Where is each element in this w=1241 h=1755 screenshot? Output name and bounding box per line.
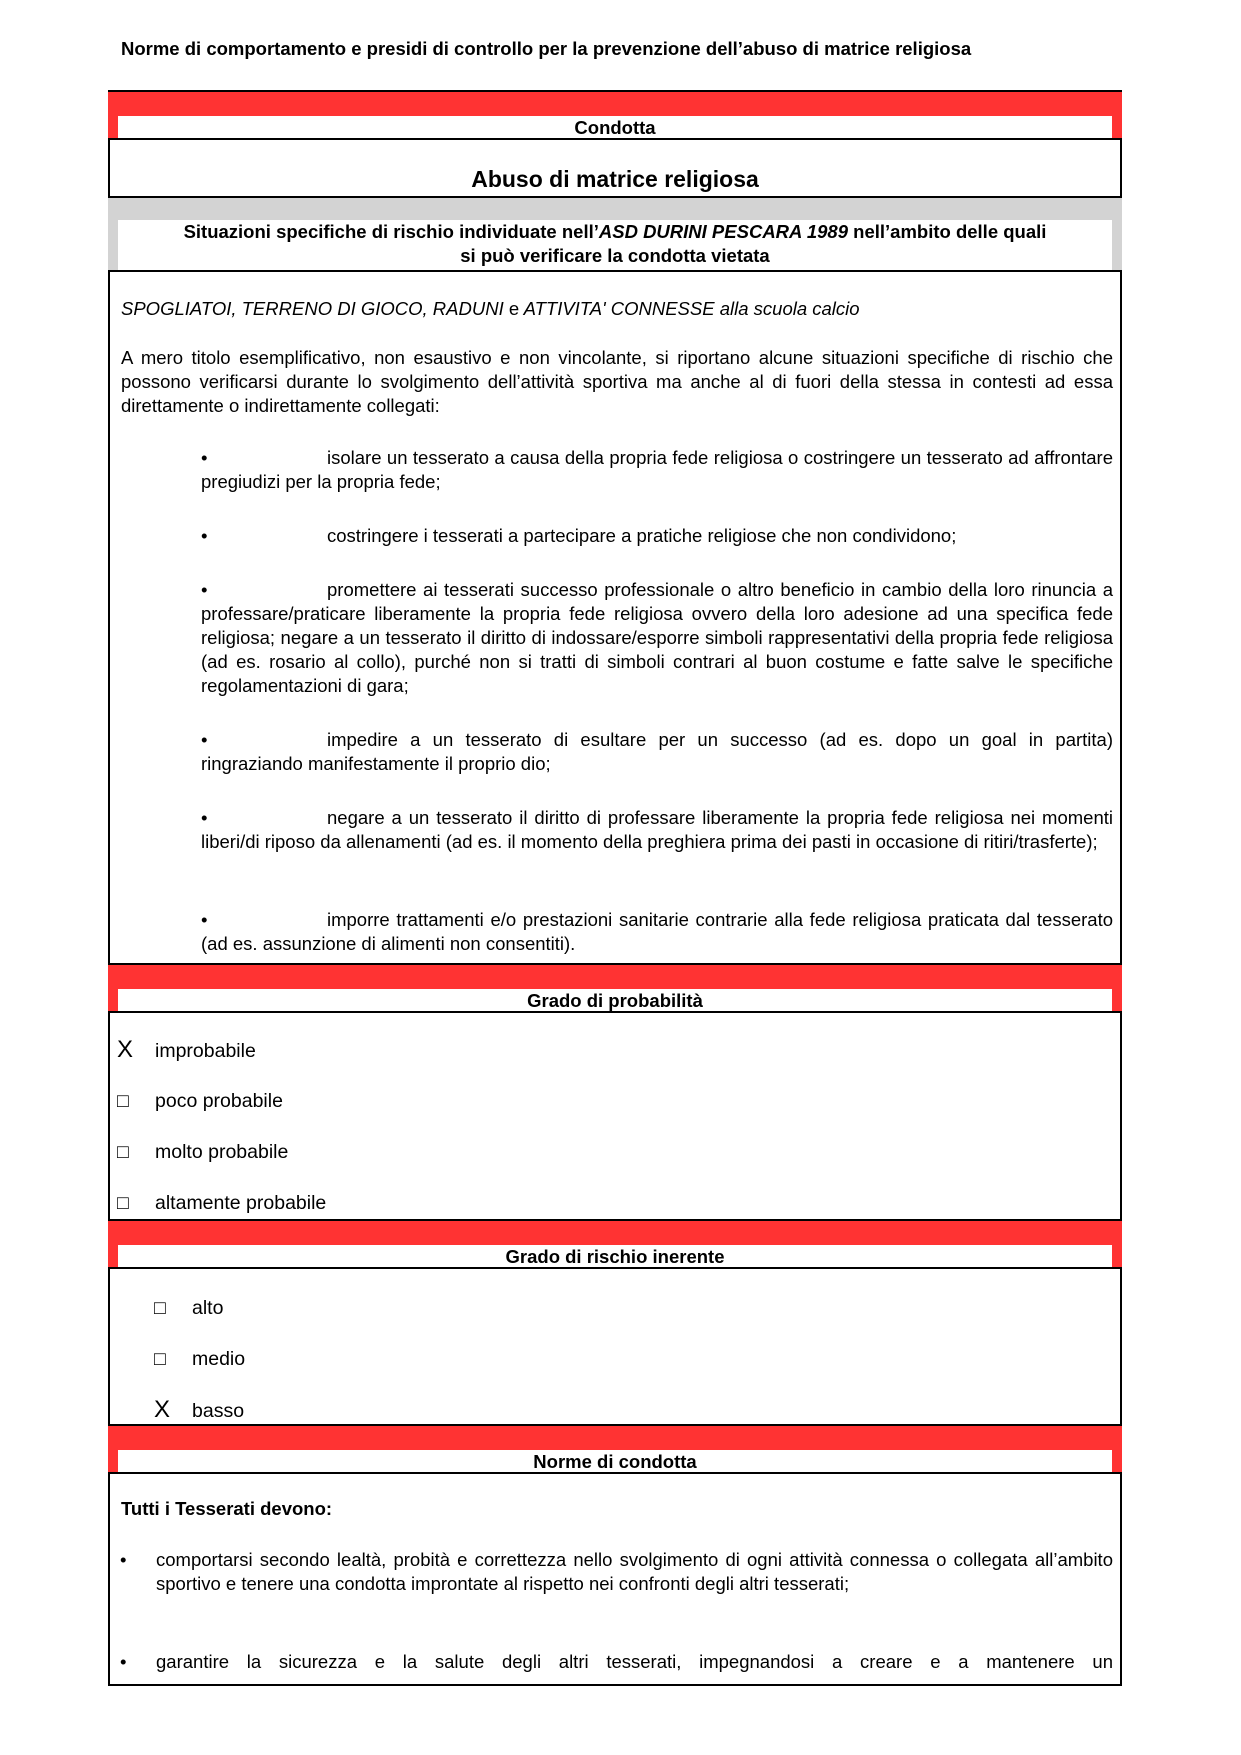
list-item-text: comportarsi secondo lealtà, probità e correttezza nello svolgimento di ogni attività connessa o collegata all’ambito sportivo e tenere una condotta improntate al rispetto nei confronti degli altri tesserati;	[156, 1549, 1113, 1594]
situazioni-text-part2: nell’ambito delle quali	[848, 221, 1047, 242]
list-item-text: costringere i tesserati a partecipare a pratiche religiose che non condividono;	[327, 525, 957, 546]
situazioni-header	[108, 196, 1122, 272]
list-item-text: negare a un tesserato il diritto di professare liberamente la propria fede religiosa nei momenti liberi/di riposo da allenamenti (ad es. il momento della preghiera prima dei pasti in occasione di ritiri/trasferte);	[201, 807, 1113, 852]
option-label: alto	[192, 1297, 224, 1319]
list-item-text: isolare un tesserato a causa della propria fede religiosa o costringere un tesserato ad affrontare pregiudizi per la propria fede;	[201, 447, 1113, 492]
list-item	[201, 806, 1113, 854]
option-label: basso	[192, 1400, 245, 1422]
rischio-header-label: Grado di rischio inerente	[118, 1245, 1112, 1267]
intro-paragraph: A mero titolo esemplificativo, non esaustivo e non vincolante, si riportano alcune situazioni specifiche di rischio che possono verificarsi durante lo svolgimento dell’attività sportiva ma anche al di fuori della stessa in contesti ad essa direttamente o indirettamente collegati:	[121, 347, 1113, 416]
bullet-icon: •	[201, 807, 208, 828]
list-item	[201, 446, 1113, 494]
bullet-icon: •	[201, 579, 208, 600]
checkbox-poco-probabile[interactable]	[117, 1088, 283, 1114]
bullet-icon: •	[201, 447, 208, 468]
checkbox-altamente-probabile[interactable]	[117, 1190, 326, 1216]
rischio-header	[108, 1219, 1122, 1269]
list-item	[201, 728, 1113, 776]
list-item-text: promettere ai tesserati successo professionale o altro beneficio in cambio della loro rinuncia a professare/praticare liberamente la propria fede religiosa ovvero della loro adesione ad una specifica fede religiosa; negare a un tesserato il diritto di indossare/esporre simboli rappresentativi della propria fede religiosa (ad es. rosario al collo), purché non si tratti di simboli contrari al buon costume e fatte salve le specifiche regolamentazioni di gara;	[201, 579, 1113, 696]
context-line	[121, 297, 1113, 321]
unchecked-box-icon: □	[117, 1141, 129, 1163]
norms-heading: Tutti i Tesserati devono:	[121, 1498, 333, 1519]
context-part3: ATTIVITA' CONNESSE	[519, 298, 720, 319]
list-item	[120, 1650, 1113, 1674]
option-label: altamente probabile	[155, 1192, 327, 1214]
list-item	[201, 578, 1113, 698]
list-item	[120, 1548, 1113, 1596]
checkbox-molto-probabile[interactable]	[117, 1139, 288, 1165]
list-item	[201, 908, 1113, 956]
checkbox-alto[interactable]	[154, 1295, 223, 1321]
option-label: molto probabile	[155, 1141, 289, 1163]
checkbox-improbabile[interactable]	[117, 1037, 256, 1064]
probabilita-header-label: Grado di probabilità	[118, 989, 1112, 1011]
context-part2: e	[508, 298, 520, 319]
norme-header	[108, 1424, 1122, 1474]
checked-box-icon: X	[117, 1036, 134, 1063]
norme-header-label: Norme di condotta	[118, 1450, 1112, 1472]
context-part4: alla scuola calcio	[719, 298, 860, 319]
probabilita-header	[108, 963, 1122, 1013]
bullet-icon: •	[201, 729, 208, 750]
page-title: Norme di comportamento e presidi di controllo per la prevenzione dell’abuso di matrice religiosa	[121, 38, 972, 59]
unchecked-box-icon: □	[154, 1297, 166, 1319]
unchecked-box-icon: □	[154, 1348, 166, 1370]
list-item-text: garantire la sicurezza e la salute degli altri tesserati, impegnandosi a creare e a mantenere un	[156, 1651, 1113, 1672]
bullet-icon: •	[201, 525, 208, 546]
condotta-header-label: Condotta	[118, 116, 1112, 138]
conduct-title: Abuso di matrice religiosa	[471, 166, 759, 192]
list-item	[201, 524, 1113, 548]
option-label: medio	[192, 1348, 246, 1370]
option-label: poco probabile	[155, 1090, 283, 1112]
checkbox-medio[interactable]	[154, 1346, 245, 1372]
bullet-icon: •	[120, 1549, 127, 1570]
condotta-header	[108, 90, 1122, 140]
checked-box-icon: X	[154, 1396, 171, 1423]
unchecked-box-icon: □	[117, 1090, 129, 1112]
bullet-icon: •	[201, 909, 208, 930]
option-label: improbabile	[155, 1040, 256, 1062]
checkbox-basso[interactable]	[154, 1397, 244, 1424]
context-part1: SPOGLIATOI, TERRENO DI GIOCO, RADUNI	[121, 298, 509, 319]
situazioni-text-part1: Situazioni specifiche di rischio individuate nell’	[183, 221, 599, 242]
unchecked-box-icon: □	[117, 1192, 129, 1214]
situazioni-text-line2: si può verificare la condotta vietata	[460, 245, 770, 266]
list-item-text: impedire a un tesserato di esultare per un successo (ad es. dopo un goal in partita) ringraziando manifestamente il proprio dio;	[201, 729, 1113, 774]
situazioni-header-text	[118, 220, 1112, 270]
bullet-icon: •	[120, 1651, 127, 1672]
list-item-text: imporre trattamenti e/o prestazioni sanitarie contrarie alla fede religiosa praticata dal tesserato (ad es. assunzione di alimenti non consentiti).	[201, 909, 1113, 954]
organization-name: ASD DURINI PESCARA 1989	[598, 221, 849, 242]
